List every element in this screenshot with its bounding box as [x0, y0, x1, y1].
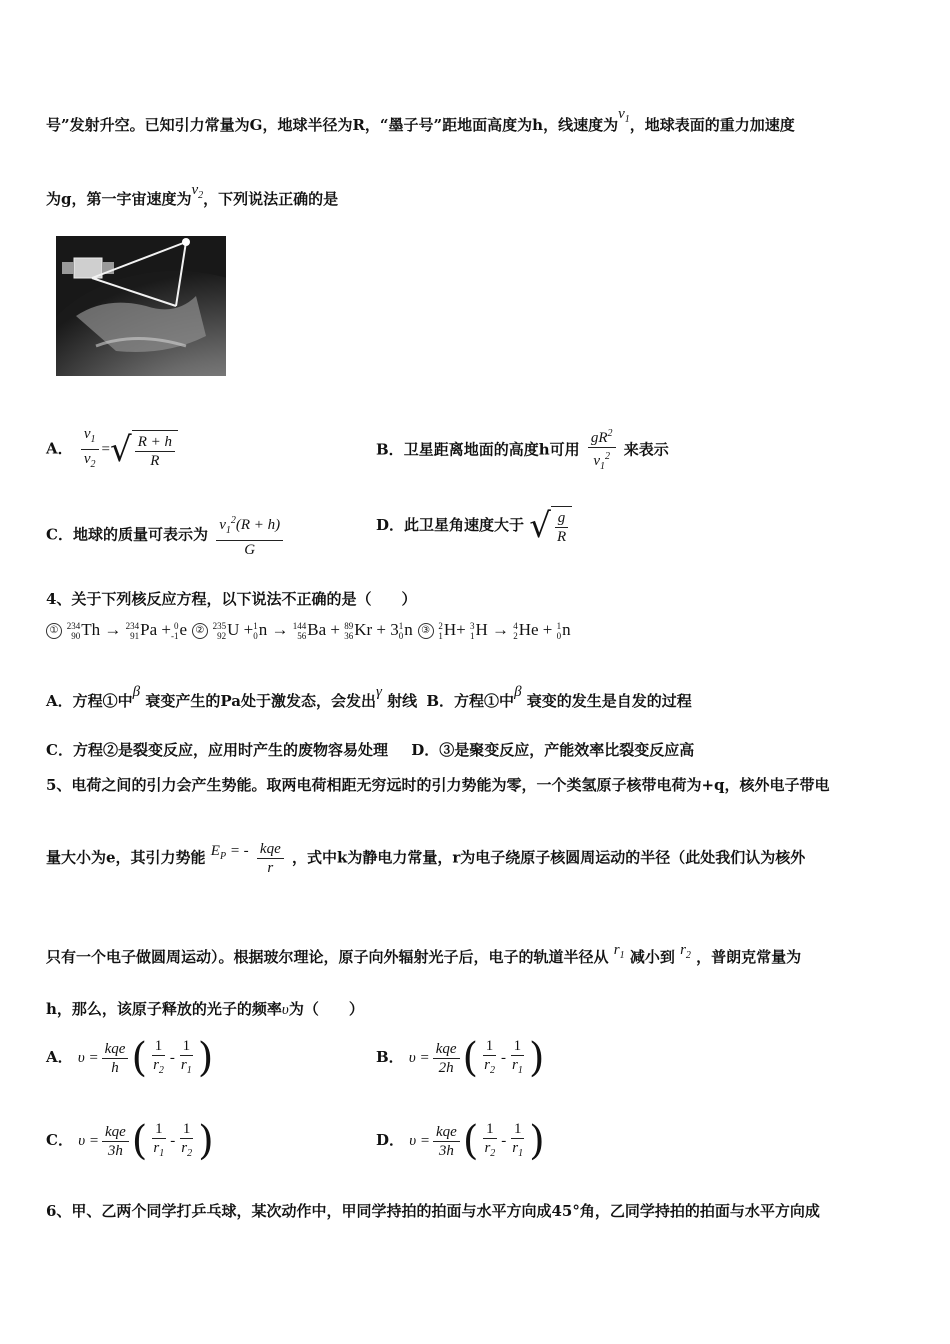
q5-option-b: B． υ = $\frac{\text{kqe}}{2h}$ ( $\frac{1}{r_2}$ - $\frac{1}{r_1}$ ) — [376, 1035, 545, 1081]
q4-equations: ① 234 90 Th → 234 91 Pa + 0 -1 e ② 235 92 U + 1 0 n → 144 56 Ba + 89 36 Kr + 3 1 0 n ③ 2 1 H+ 3 1 H → 4 2 He + 1 0 n — [46, 620, 571, 641]
q5-stem-line3: 只有一个电子做圆周运动）。根据玻尔理论，原子向外辐射光子后，电子的轨道半径从 $r_1$ 减小到 $r_2$ ，普朗克常量为 — [46, 942, 802, 966]
q3-option-b: B．卫星距离地面的高度h可用 $\frac{gR^2}{v_1^2}$ 来表示 — [376, 425, 669, 476]
q4-options-ab: A．方程①中β 衰变产生的Pa处于激发态，会发出γ 射线 B．方程①中β 衰变的发生是自发的过程 — [46, 684, 692, 710]
q5-option-a: A． υ = $\frac{\text{kqe}}{h}$ ( $\frac{1}{r_2}$ - $\frac{1}{r_1}$ ) — [46, 1035, 214, 1081]
q5-option-c: C． υ = $\frac{\text{kqe}}{3h}$ ( $\frac{1}{r_1}$ - $\frac{1}{r_2}$ ) — [46, 1118, 214, 1164]
q3-stem-line2: 为g，第一宇宙速度为$v_2$，下列说法正确的是 — [46, 182, 339, 208]
q5-option-d: D． υ = $\frac{\text{kqe}}{3h}$ ( $\frac{1}{r_2}$ - $\frac{1}{r_1}$ ) — [376, 1118, 545, 1164]
q5-stem-line2: 量大小为e，其引力势能 $E_P$ = - $\frac{\text{kqe}}{r}$ ，式中k为静电力常量，r为电子绕原子核圆周运动的半径（此处我们认为核外 — [46, 841, 806, 876]
q5-stem-line1: 5、电荷之间的引力会产生势能。取两电荷相距无穷远时的引力势能为零，一个类氢原子核带电荷为+q，核外电子带电 — [46, 776, 830, 794]
q6-stem-line1: 6、甲、乙两个同学打乒乓球，某次动作中，甲同学持拍的拍面与水平方向成45°角，乙同学持拍的拍面与水平方向成 — [46, 1202, 820, 1220]
q3-option-d: D．此卫星角速度大于 √ $\frac{g}{R}$ — [376, 506, 572, 546]
q4-stem: 4、关于下列核反应方程，以下说法不正确的是（ ） — [46, 590, 417, 608]
q4-options-cd: C．方程②是裂变反应，应用时产生的废物容易处理 D．③是聚变反应，产能效率比裂变反应高 — [46, 741, 695, 759]
satellite-earth-figure — [56, 236, 226, 376]
q3-stem-line1: 号”发射升空。已知引力常量为G，地球半径为R，“墨子号”距地面高度为h，线速度为$v_1$，地球表面的重力加速度 — [46, 106, 795, 134]
q5-stem-line4: h，那么，该原子释放的光子的频率υ为（ ） — [46, 1000, 364, 1018]
q3-option-a: A． $\frac{v_1}{v_2}$ = √ $\frac{R + h}{R}$ — [46, 425, 178, 474]
q3-option-c: C．地球的质量可表示为 $\frac{v_1^2(R + h)}{G}$ — [46, 512, 286, 559]
